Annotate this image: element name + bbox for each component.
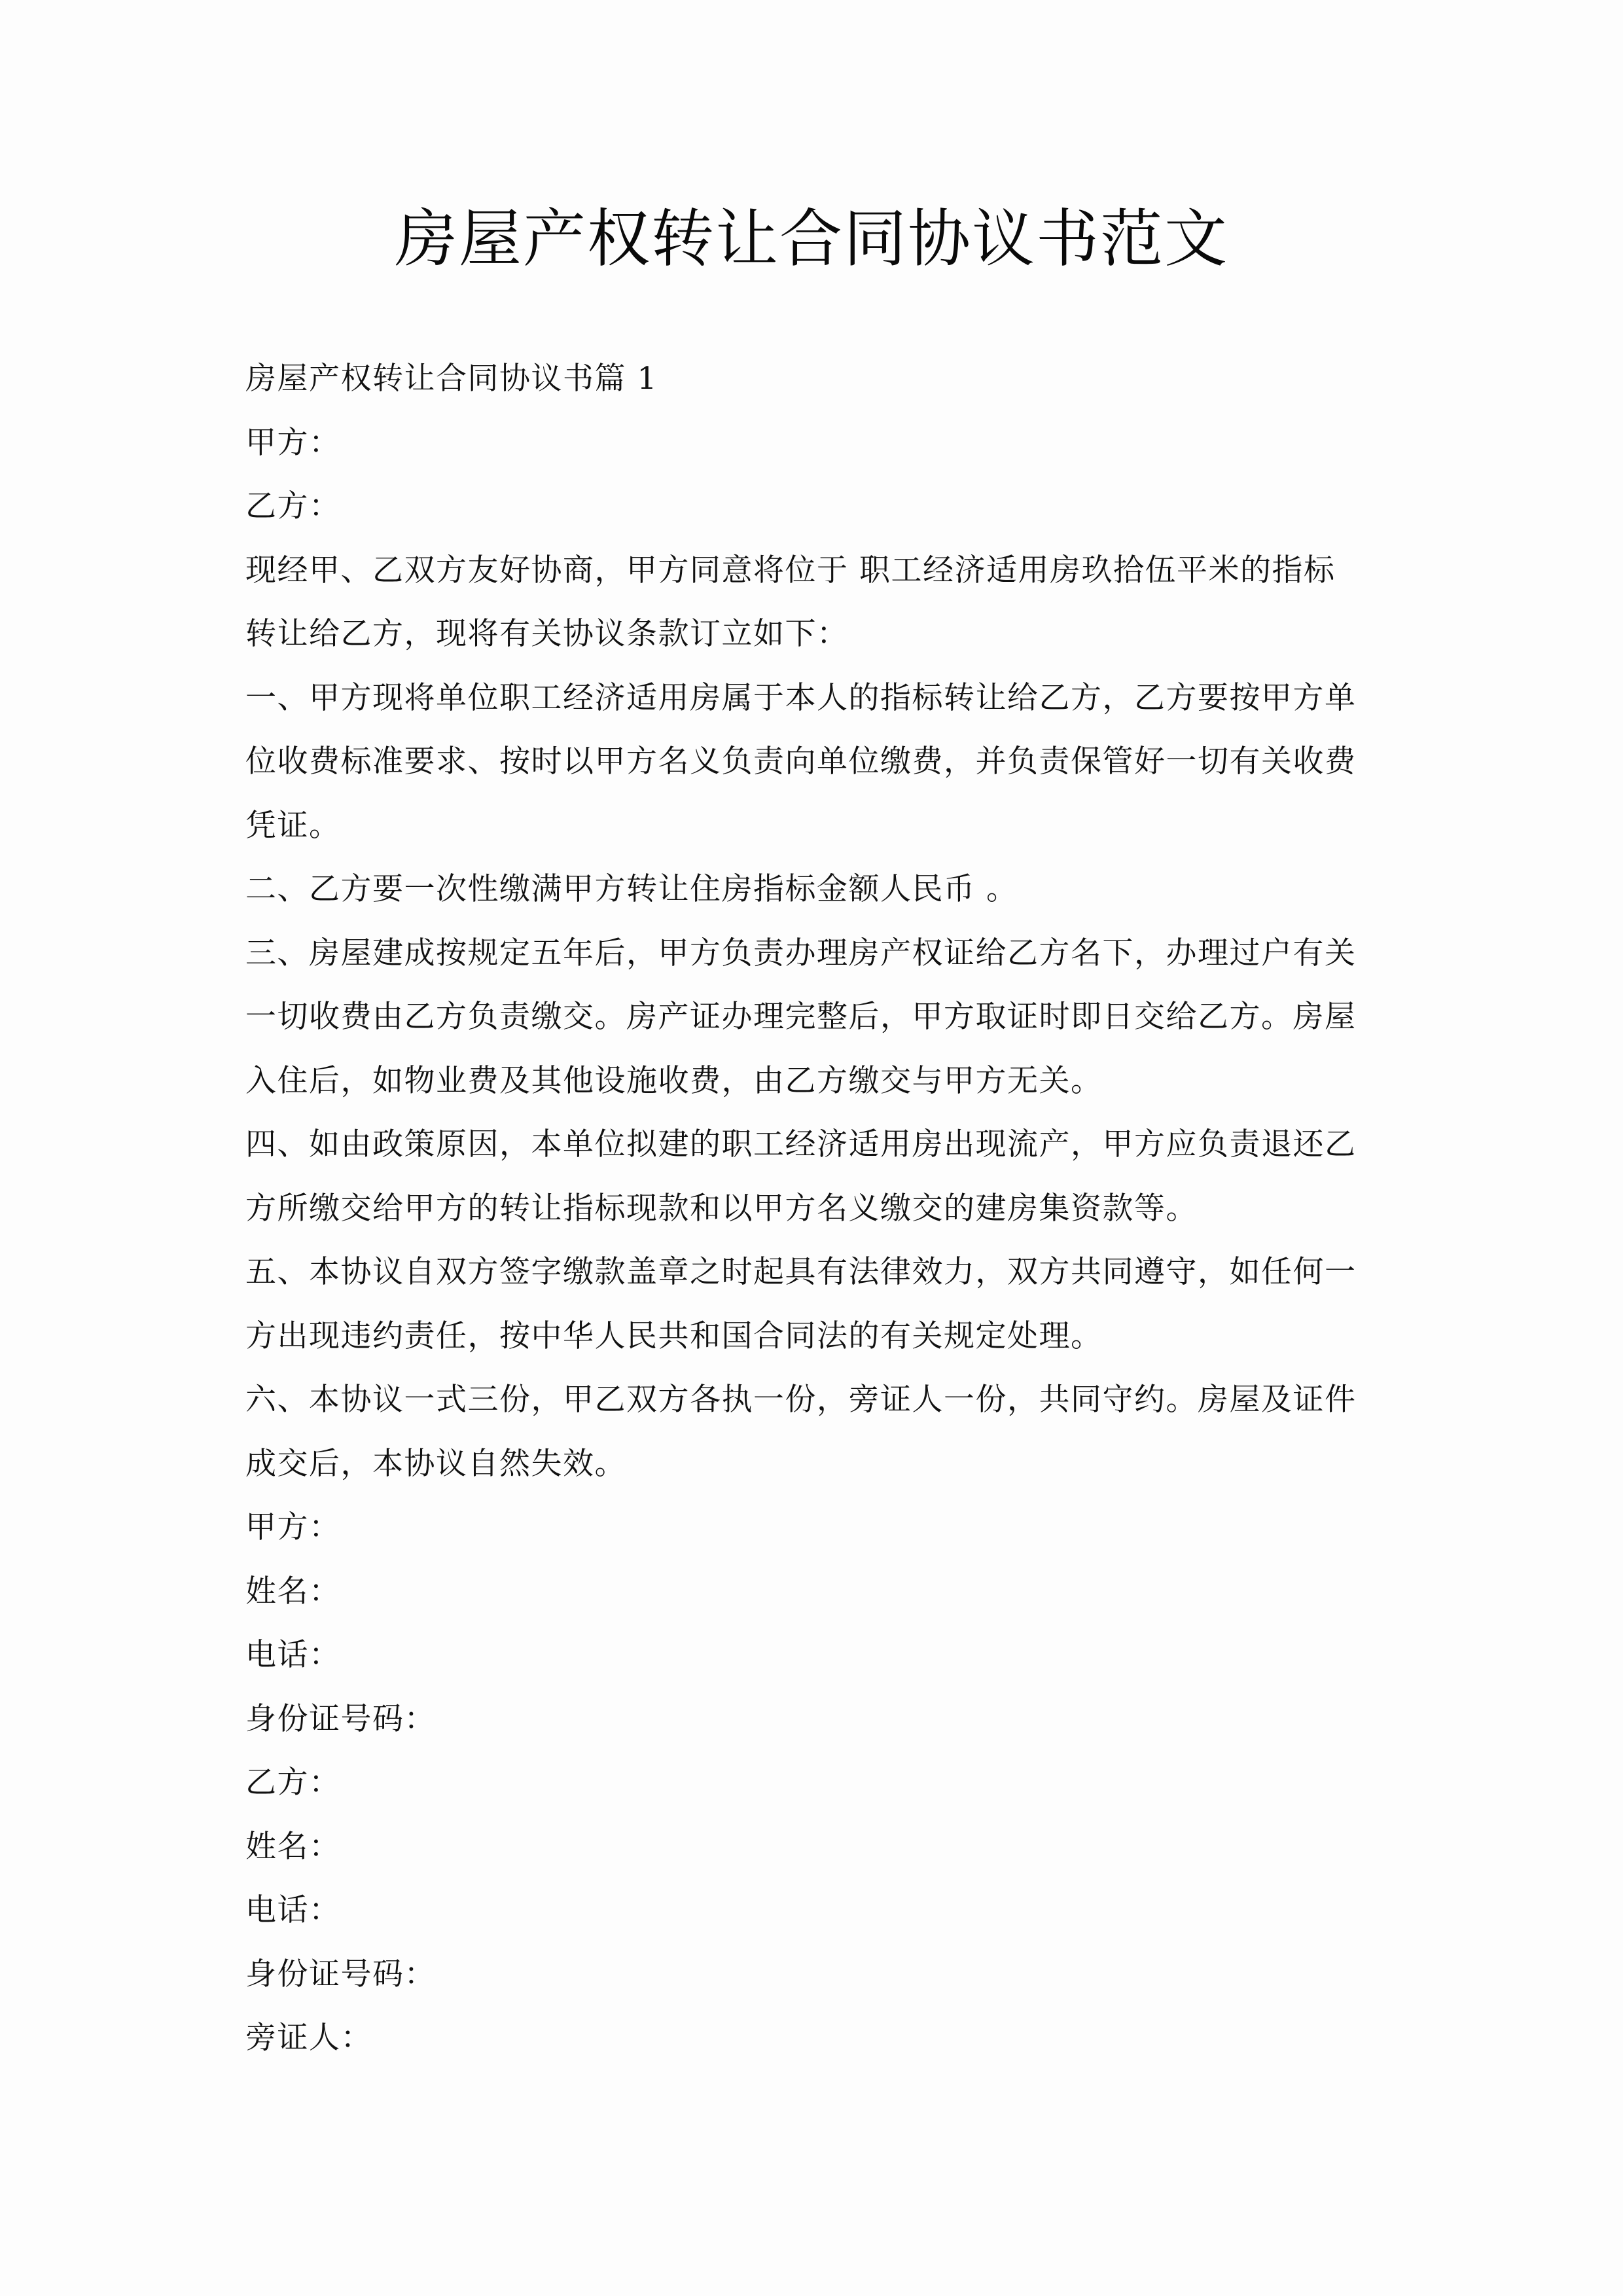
clause-6-line-1: 六、本协议一式三份，甲乙双方各执一份，旁证人一份，共同守约。房屋及证件: [245, 1382, 1357, 1418]
clause-5-line-1: 五、本协议自双方签字缴款盖章之时起具有法律效力，双方共同遵守，如任何一: [245, 1254, 1357, 1290]
signature-party-a-id: 身份证号码：: [245, 1700, 436, 1737]
signature-party-a: 甲方：: [245, 1509, 341, 1545]
clause-4-line-1: 四、如由政策原因，本单位拟建的职工经济适用房出现流产，甲方应负责退还乙: [245, 1126, 1357, 1162]
signature-party-b: 乙方：: [245, 1765, 341, 1801]
signature-party-b-phone: 电话：: [245, 1892, 341, 1928]
clause-1-line-2: 位收费标准要求、按时以甲方名义负责向单位缴费，并负责保管好一切有关收费: [245, 744, 1357, 780]
signature-party-b-name: 姓名：: [245, 1828, 341, 1865]
signature-party-a-name: 姓名：: [245, 1573, 341, 1609]
signature-witness: 旁证人：: [245, 2020, 372, 2056]
party-a-label: 甲方：: [245, 424, 341, 461]
document-title: 房屋产权转让合同协议书范文: [395, 202, 1228, 276]
clause-4-line-2: 方所缴交给甲方的转让指标现款和以甲方名义缴交的建房集资款等。: [245, 1190, 1198, 1227]
preamble-line-2: 转让给乙方，现将有关协议条款订立如下：: [245, 616, 849, 652]
document-body: [245, 347, 1384, 2070]
clause-3-line-2: 一切收费由乙方负责缴交。房产证办理完整后，甲方取证时即日交给乙方。房屋: [245, 999, 1357, 1035]
clause-1-line-3: 凭证。: [245, 807, 341, 844]
preamble-line-1: 现经甲、乙双方友好协商，甲方同意将位于 职工经济适用房玖拾伍平米的指标: [245, 552, 1336, 588]
signature-party-b-id: 身份证号码：: [245, 1956, 436, 1992]
clause-3-line-1: 三、房屋建成按规定五年后，甲方负责办理房产权证给乙方名下，办理过户有关: [245, 935, 1357, 971]
signature-party-a-phone: 电话：: [245, 1637, 341, 1673]
clause-5-line-2: 方出现违约责任，按中华人民共和国合同法的有关规定处理。: [245, 1318, 1103, 1354]
clause-2-line-1: 二、乙方要一次性缴满甲方转让住房指标金额人民币 。: [245, 871, 1018, 907]
clause-6-line-2: 成交后，本协议自然失效。: [245, 1445, 626, 1482]
clause-3-line-3: 入住后，如物业费及其他设施收费，由乙方缴交与甲方无关。: [245, 1062, 1103, 1099]
clause-1-line-1: 一、甲方现将单位职工经济适用房属于本人的指标转让给乙方，乙方要按甲方单: [245, 679, 1357, 716]
party-b-label: 乙方：: [245, 488, 341, 524]
section-heading: 房屋产权转让合同协议书篇 1: [245, 361, 658, 397]
